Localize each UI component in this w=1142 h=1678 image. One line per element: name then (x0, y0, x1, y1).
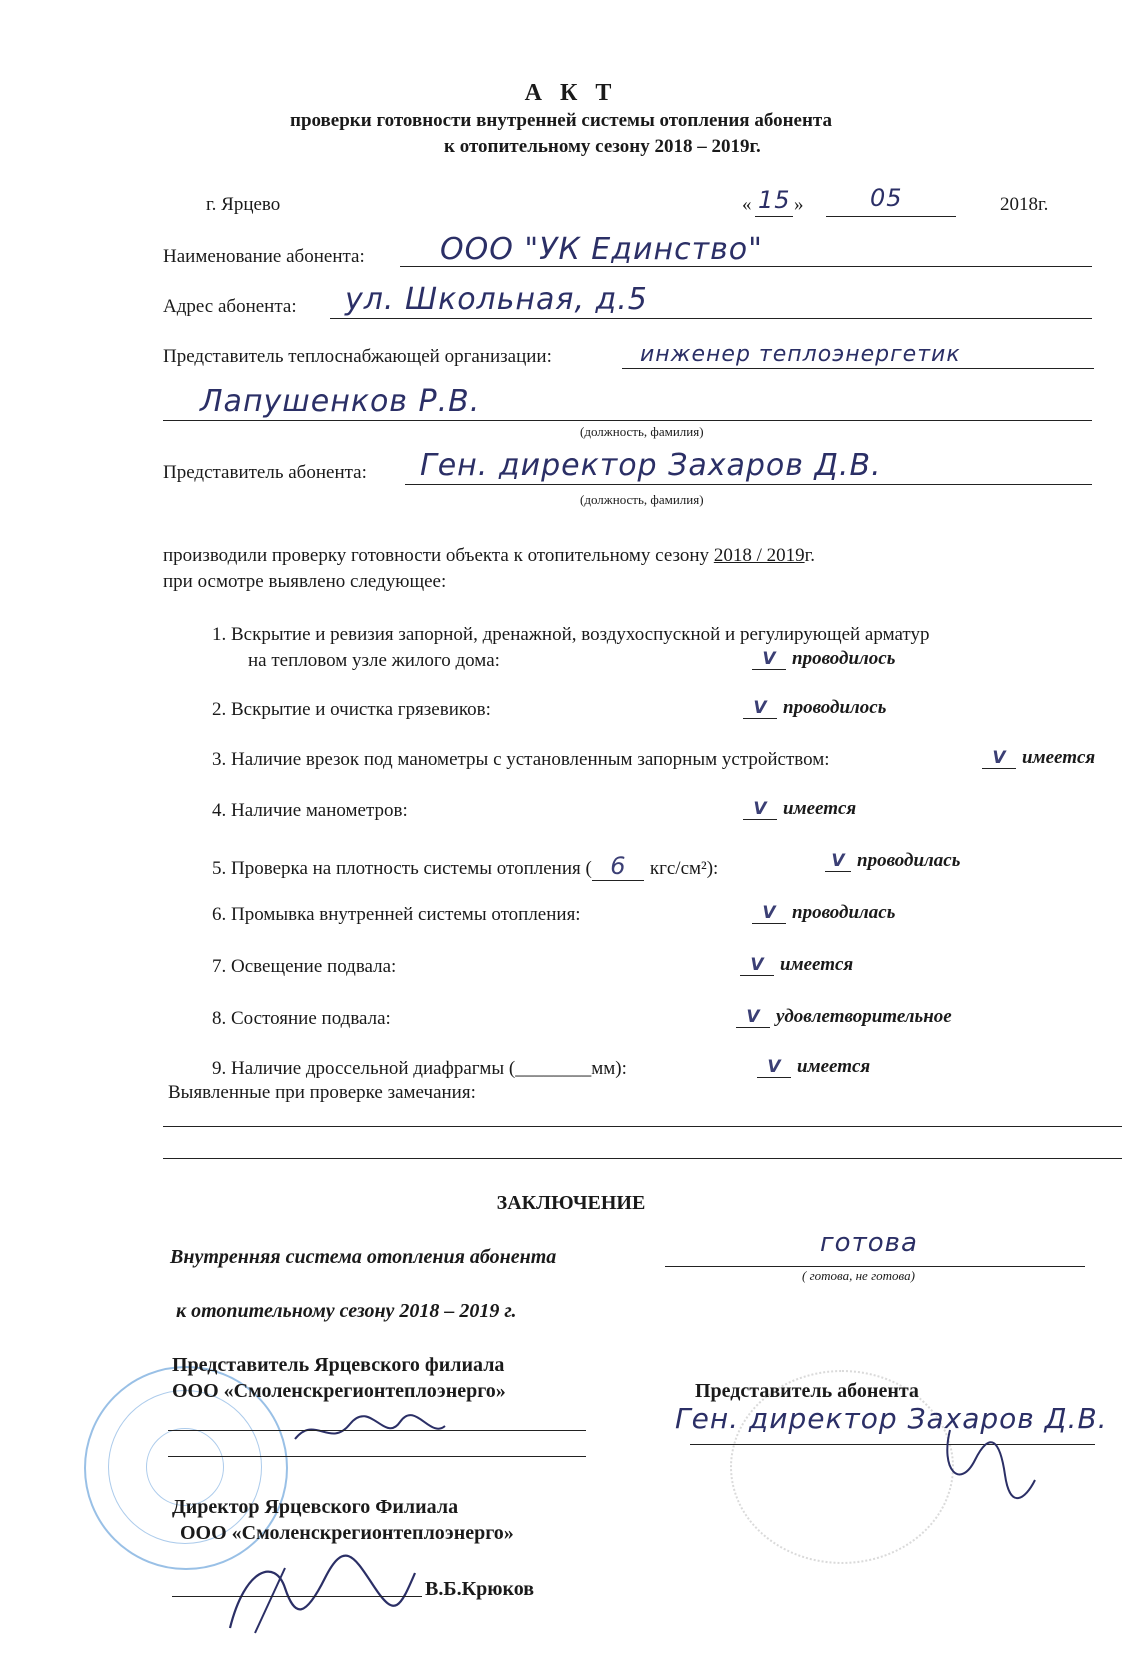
intro-line1-suffix: г. (804, 545, 815, 566)
check-item-2-mark: V (743, 698, 777, 719)
intro-line2: при осмотре выявлено следующее: (163, 571, 447, 592)
intro-line1-prefix: производили проверку готовности объекта к отопительному сезону (163, 545, 710, 566)
date-open-quote: « (742, 194, 752, 215)
director-name: В.Б.Крюков (425, 1578, 535, 1600)
subscriber-rep-label: Представитель абонента: (163, 462, 367, 483)
intro-line1 (163, 545, 815, 567)
left-sign-title-2: ООО «Смоленскрегионтеплоэнерго» (172, 1380, 506, 1402)
check-item-8-mark: V (736, 1007, 770, 1028)
check-item-8-text: 8. Состояние подвала: (212, 1008, 391, 1029)
subscriber-rep-underline (405, 484, 1092, 485)
check-item-9-result-group (757, 1056, 870, 1078)
check-item-5-pressure: 6 (592, 852, 644, 881)
check-item-6-text: 6. Промывка внутренней системы отопления: (212, 904, 581, 925)
check-item-8-result-group (736, 1006, 952, 1028)
check-item-4-result-group (743, 798, 856, 820)
director-title-1: Директор Ярцевского Филиала (172, 1496, 459, 1518)
heat-rep-name: Лапушенков Р.В. (200, 384, 481, 419)
check-item-9-mark: V (757, 1057, 791, 1078)
check-item-4-mark: V (743, 799, 777, 820)
date-year: 2018г. (1000, 194, 1049, 215)
director-sign-line (172, 1596, 422, 1597)
check-item-6-result-group (752, 902, 895, 924)
city: г. Ярцево (206, 194, 281, 215)
address-label: Адрес абонента: (163, 296, 297, 317)
check-item-4-text: 4. Наличие манометров: (212, 800, 408, 821)
heat-rep-position-underline (622, 368, 1094, 369)
heat-rep-position: инженер теплоэнергетик (640, 342, 961, 367)
check-item-1-text2: на тепловом узле жилого дома: (248, 650, 500, 671)
document-subtitle-line1: проверки готовности внутренней системы отопления абонента (290, 110, 832, 131)
left-sign-line-2 (168, 1456, 586, 1457)
check-item-3-result-group (982, 747, 1095, 769)
check-item-6-result: проводилась (792, 902, 896, 923)
date-month-underline (826, 216, 956, 217)
conclusion-caption: ( готова, не готова) (802, 1268, 915, 1283)
subscriber-name-value: ООО "УК Единство" (440, 232, 763, 267)
check-item-5-result: проводилась (857, 850, 961, 871)
conclusion-line1: Внутренняя система отопления абонента (170, 1246, 557, 1268)
intro-season: 2018 / 2019 (713, 545, 805, 566)
check-item-3-mark: V (982, 748, 1016, 769)
left-sign-title-1: Представитель Ярцевского филиала (172, 1354, 505, 1376)
check-item-9-result: имеется (797, 1056, 871, 1077)
check-item-1-mark: V (752, 649, 786, 670)
check-item-1-result-group (752, 648, 895, 670)
heat-rep-name-underline (163, 420, 1092, 421)
conclusion-heading: ЗАКЛЮЧЕНИЕ (496, 1192, 646, 1214)
right-sign-handwritten: Ген. директор Захаров Д.В. (675, 1402, 1108, 1435)
subscriber-rep-value: Ген. директор Захаров Д.В. (420, 448, 882, 483)
date-day-underline (755, 216, 793, 217)
check-item-5-result-group (825, 850, 960, 872)
address-value: ул. Школьная, д.5 (345, 282, 648, 317)
check-item-5-text (212, 852, 718, 881)
check-item-8-result: удовлетворительное (776, 1006, 952, 1027)
subscriber-rep-caption: (должность, фамилия) (580, 492, 704, 507)
heat-rep-label: Представитель теплоснабжающей организации: (163, 346, 552, 367)
document-title: А К Т (524, 80, 618, 106)
check-item-3-result: имеется (1022, 747, 1096, 768)
check-item-7-text: 7. Освещение подвала: (212, 956, 397, 977)
director-title-2: ООО «Смоленскрегионтеплоэнерго» (180, 1522, 514, 1544)
subscriber-representative-signature (930, 1420, 1040, 1510)
right-sign-title: Представитель абонента (695, 1380, 919, 1402)
check-item-2-result-group (743, 697, 886, 719)
remarks-line-1 (163, 1126, 1122, 1127)
remarks-label: Выявленные при проверке замечания: (168, 1082, 476, 1103)
check-item-2-result: проводилось (783, 697, 887, 718)
check-item-6-mark: V (752, 903, 786, 924)
check-item-5-unit: кгс/см²): (649, 858, 719, 879)
check-item-7-mark: V (740, 955, 774, 976)
conclusion-value-underline (665, 1266, 1085, 1267)
check-item-2-text: 2. Вскрытие и очистка грязевиков: (212, 699, 491, 720)
left-representative-signature (290, 1404, 450, 1454)
subscriber-name-underline (400, 266, 1092, 267)
check-item-7-result-group (740, 954, 853, 976)
conclusion-line2: к отопительному сезону 2018 – 2019 г. (176, 1300, 517, 1322)
date-month: 05 (870, 184, 903, 212)
check-item-1-result: проводилось (792, 648, 896, 669)
date-day: 15 (758, 186, 791, 214)
check-item-5-label: 5. Проверка на плотность системы отопления ( (212, 858, 592, 879)
date-close-quote: » (794, 194, 804, 215)
check-item-7-result: имеется (780, 954, 854, 975)
check-item-1-text: 1. Вскрытие и ревизия запорной, дренажной, воздухоспускной и регулирующей арматур (212, 624, 930, 645)
director-signature (215, 1548, 425, 1638)
address-underline (330, 318, 1092, 319)
check-item-9-text: 9. Наличие дроссельной диафрагмы (________мм): (212, 1058, 627, 1079)
document-subtitle-line2: к отопительному сезону 2018 – 2019г. (444, 136, 761, 157)
check-item-4-result: имеется (783, 798, 857, 819)
heat-rep-caption: (должность, фамилия) (580, 424, 704, 439)
organization-stamp-emblem (146, 1428, 224, 1506)
left-sign-line-1 (168, 1430, 586, 1431)
check-item-5-mark: V (825, 851, 851, 872)
subscriber-name-label: Наименование абонента: (163, 246, 365, 267)
check-item-3-text: 3. Наличие врезок под манометры с установленным запорным устройством: (212, 749, 830, 770)
conclusion-value: готова (820, 1228, 918, 1258)
remarks-line-2 (163, 1158, 1122, 1159)
